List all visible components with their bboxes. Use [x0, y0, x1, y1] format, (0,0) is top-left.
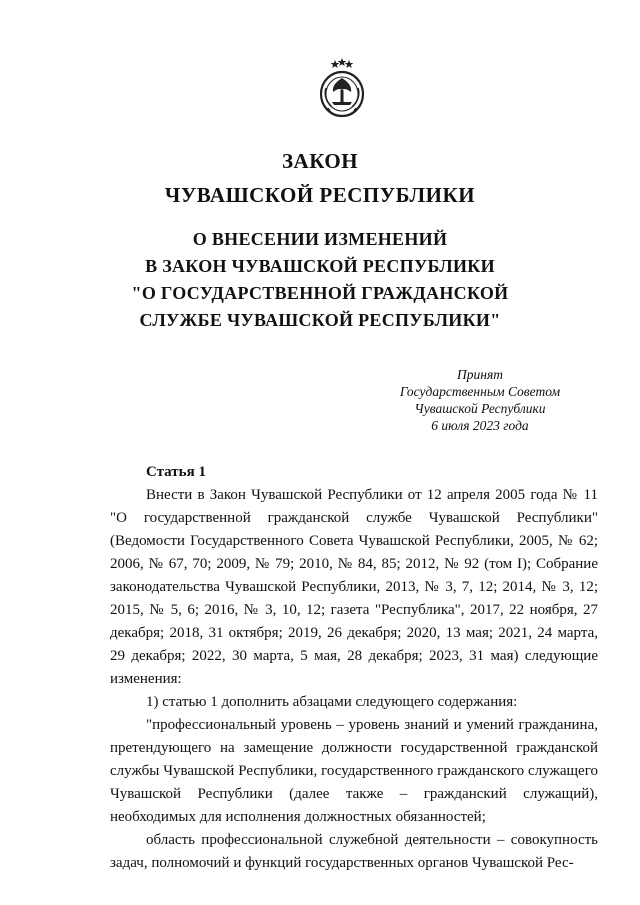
law-title [0, 144, 640, 212]
subject-line: В ЗАКОН ЧУВАШСКОЙ РЕСПУБЛИКИ [145, 256, 495, 276]
law-title-line-1: ЗАКОН [281, 149, 359, 173]
article-body [110, 461, 598, 875]
adoption-line: Государственным Советом [399, 384, 561, 399]
paragraph: Внести в Закон Чувашской Республики от 12 апреля 2005 года № 11 "О государственной гражданской службе Чувашской Республики" (Ведомости Государственного Совета Чувашской Республики, 2005, № 62; 2006, № 67, 70; 2009, № 79; 2010, № 84, 85; 2012, № 92 (том I); Собрание законодательства Чувашской Республики, 2013, № 3, 7, 12; 2014, № 3, 12; 2015, № 5, 6; 2016, № 3, 10, 12; газета "Республика", 2017, 22 ноября, 27 декабря; 2018, 31 октября; 2019, 26 декабря; 2020, 13 мая; 2021, 24 марта, 29 декабря; 2022, 30 марта, 5 мая, 28 декабря; 2023, 31 мая) следующие изменения: [110, 487, 598, 687]
paragraph: "профессиональный уровень – уровень знаний и умений гражданина, претендующего на замещение должности государственной гражданской службы Чувашской Республики, государственного гражданского служащего Чувашской Республики (далее также – гражданский служащий), необходимых для исполнения должностных обязанностей; [110, 717, 598, 825]
adoption-note [380, 366, 580, 434]
subject-line: О ВНЕСЕНИИ ИЗМЕНЕНИЙ [192, 229, 448, 249]
paragraph: область профессиональной служебной деятельности – совокупность задач, полномочий и функций государственных органов Чувашской Рес- [110, 832, 598, 871]
subject-line: СЛУЖБЕ ЧУВАШСКОЙ РЕСПУБЛИКИ" [139, 310, 501, 330]
paragraph: 1) статью 1 дополнить абзацами следующего содержания: [146, 694, 518, 710]
law-subject [0, 226, 640, 334]
adoption-date: 6 июля 2023 года [431, 418, 529, 433]
article-heading: Статья 1 [146, 464, 206, 480]
adoption-line: Принят [457, 367, 503, 382]
subject-line: "О ГОСУДАРСТВЕННОЙ ГРАЖДАНСКОЙ [131, 283, 509, 303]
law-title-line-2: ЧУВАШСКОЙ РЕСПУБЛИКИ [164, 183, 476, 207]
chuvash-coat-of-arms-icon [318, 58, 366, 118]
adoption-line: Чувашской Республики [414, 401, 546, 416]
